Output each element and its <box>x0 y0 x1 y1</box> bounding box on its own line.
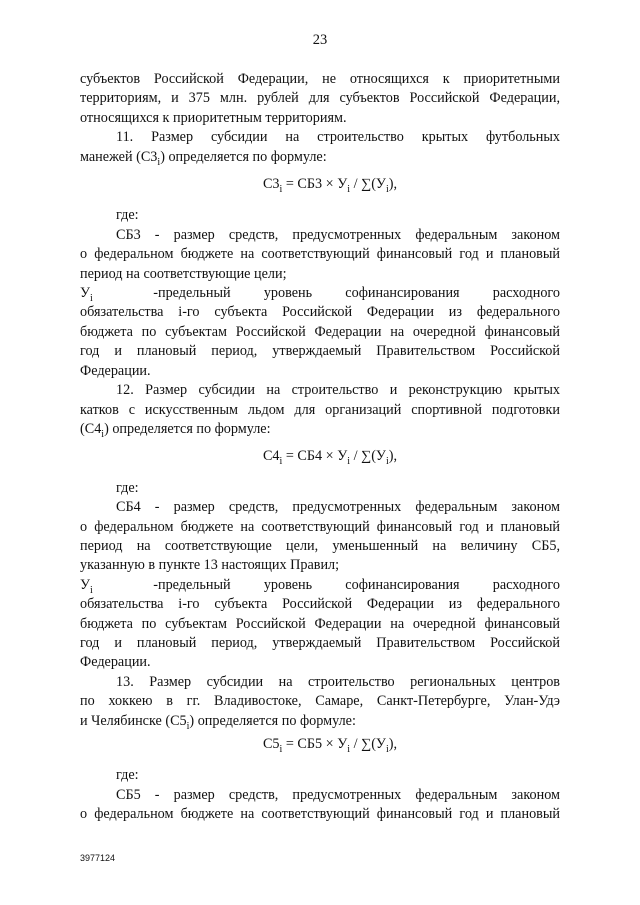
document-id: 3977124 <box>80 853 116 863</box>
text-line: год и плановый период, утверждаемый Правительством Российской <box>80 634 560 651</box>
definition-sb5: СБ5 - размер средств, предусмотренных федеральным законом <box>116 786 560 803</box>
formula-c4: $С4_i = СБ4 \times У_i / \sum(У_i)$, <box>262 448 398 468</box>
text-line: предельный уровень софинансирования расходного <box>158 576 560 593</box>
text-line: период на соответствующие цели, уменьшенный на величину СБ5, <box>80 537 560 554</box>
formula-c5: $С5_i = СБ5 \times У_i / \sum(У_i)$, <box>262 736 398 755</box>
text-line: по хоккею в гг. Владивостоке, Самаре, Санкт-Петербурге, Улан-Удэ <box>80 693 560 710</box>
text-line: о федеральном бюджете на соответствующий финансовый год и плановый <box>80 246 560 263</box>
page-number: 23 <box>312 32 328 48</box>
where-label: где: <box>116 767 139 784</box>
text-line: территориям, и 375 млн. рублей для субъектов Российской Федерации, <box>80 90 560 107</box>
definition-term: $У_i$ - <box>80 576 158 596</box>
text-line: указанную в пункте 13 настоящих Правил; <box>80 557 340 574</box>
text-line: период на соответствующие цели; <box>80 265 287 282</box>
text-line: манежей $(С3_i)$ определяется по формуле: <box>80 148 327 168</box>
text-line: о федеральном бюджете на соответствующий финансовый год и плановый <box>80 518 560 535</box>
text-line: обязательства i-го субъекта Российской Федерации из федерального <box>80 304 560 321</box>
document-body <box>80 70 560 825</box>
text-line: год и плановый период, утверждаемый Правительством Российской <box>80 343 560 360</box>
text-line: о федеральном бюджете на соответствующий финансовый год и плановый <box>80 806 560 823</box>
text-line: Федерации. <box>80 654 151 671</box>
definition-sb4: СБ4 - размер средств, предусмотренных федеральным законом <box>116 499 560 516</box>
clause-13-heading: 13. Размер субсидии на строительство региональных центров <box>116 673 560 690</box>
definition-yi <box>80 284 560 303</box>
where-label: где: <box>116 479 139 496</box>
formula-c3: $С3_i = СБ3 \times У_i / \sum(У_i)$, <box>262 176 398 195</box>
clause-11-heading: 11. Размер субсидии на строительство крытых футбольных <box>116 129 560 146</box>
text-line: предельный уровень софинансирования расходного <box>158 285 560 302</box>
text-line: катков с искусственным льдом для организаций спортивной подготовки <box>80 401 560 418</box>
definition-sb3: СБ3 - размер средств, предусмотренных федеральным законом <box>116 226 560 243</box>
clause-12-heading: 12. Размер субсидии на строительство и реконструкцию крытых <box>116 382 560 399</box>
text-line: бюджета по субъектам Российской Федерации на очередной финансовый <box>80 323 560 340</box>
text-line: относящихся к приоритетным территориям. <box>80 109 347 126</box>
text-line: Федерации. <box>80 362 151 379</box>
text-line: бюджета по субъектам Российской Федерации на очередной финансовый <box>80 615 560 632</box>
text-line: и Челябинске $(С5_i)$ определяется по формуле: <box>80 712 356 732</box>
text-line: субъектов Российской Федерации, не относящихся к приоритетными <box>80 71 560 87</box>
text-line: обязательства i-го субъекта Российской Федерации из федерального <box>80 596 560 613</box>
definition-yi <box>80 576 560 595</box>
where-label: где: <box>116 207 139 224</box>
text-line: $(С4_i)$ определяется по формуле: <box>80 420 271 440</box>
definition-term: $У_i$ - <box>80 285 158 304</box>
